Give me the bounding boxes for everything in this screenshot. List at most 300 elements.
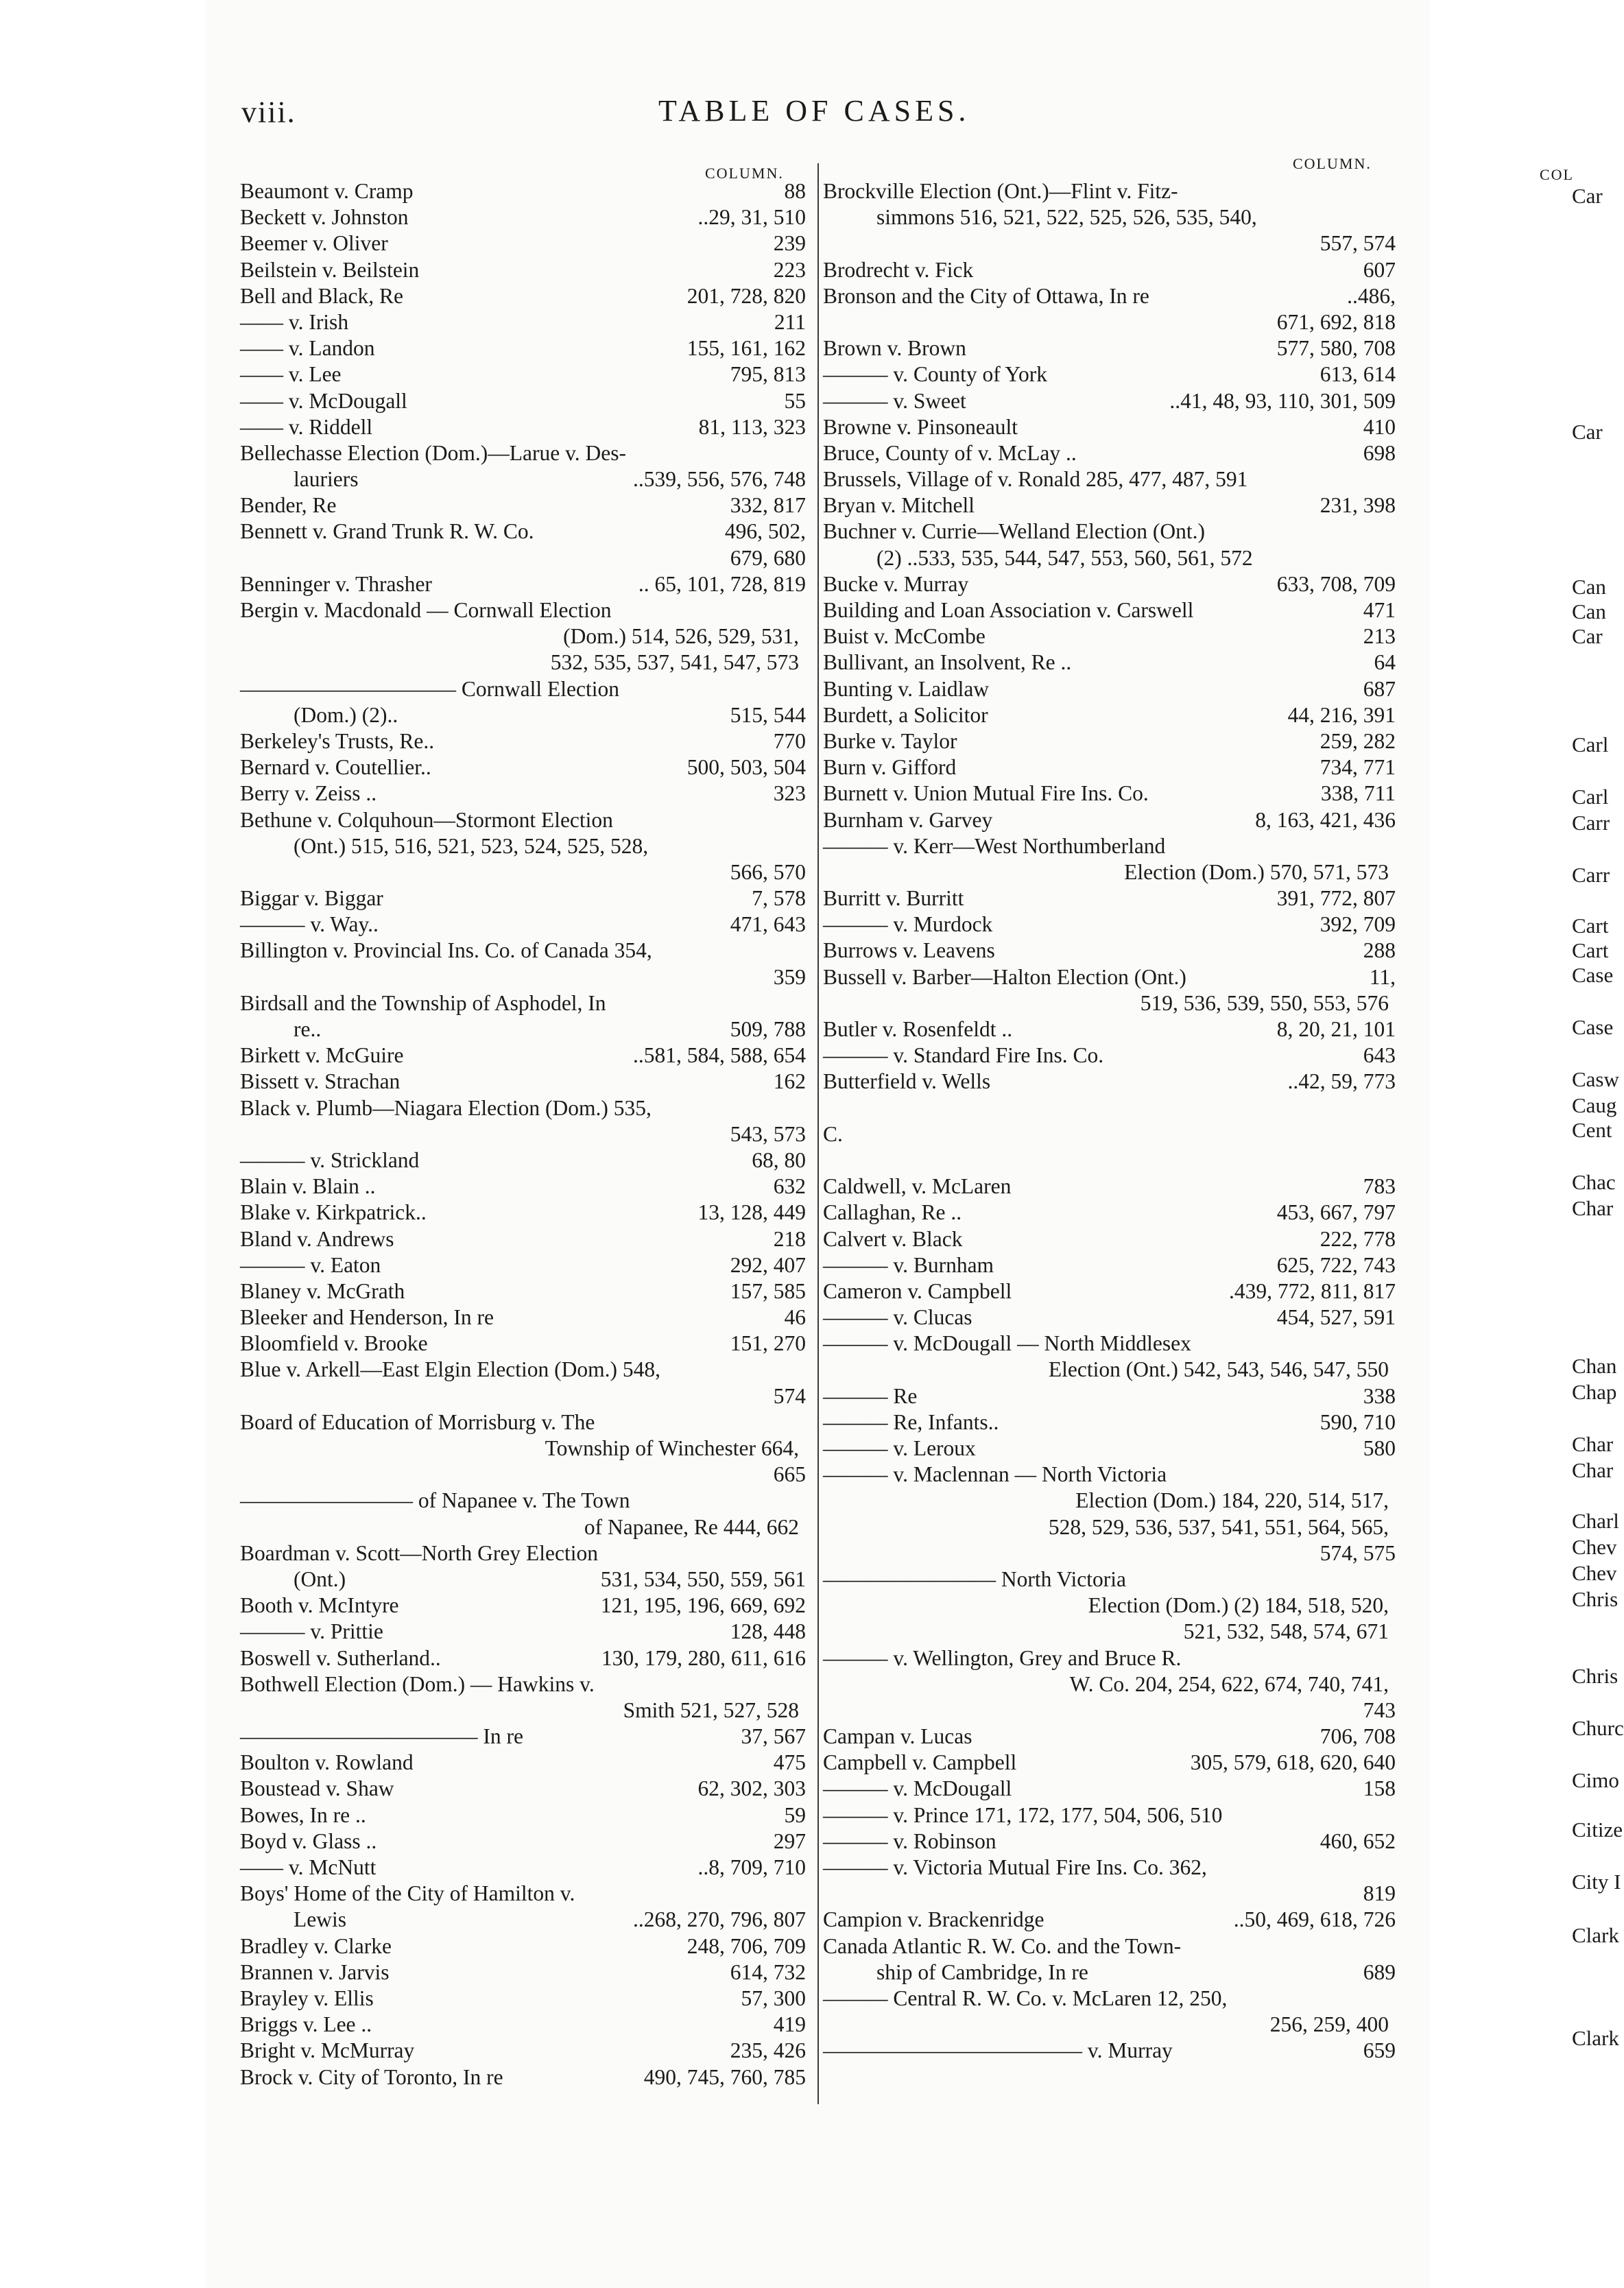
left-case-column [240,178,806,2090]
case-name: ——— Central R. W. Co. v. McLaren 12, 250, [823,1986,1228,2010]
column-references: 292, 407 [730,1252,806,1277]
column-references: 151, 270 [730,1331,806,1356]
case-entry [823,990,1396,1016]
case-name: Lewis [294,1907,346,1932]
case-name: Bullivant, an Insolvent, Re .. [823,650,1072,675]
case-name: Boardman v. Scott—North Grey Election [240,1540,598,1565]
column-references: 338 [1363,1383,1396,1408]
column-references: 590, 710 [1320,1409,1396,1434]
adjacent-page-fragment: Carl [1572,732,1609,756]
case-entry [823,597,1396,623]
case-name: —— v. Irish [240,309,349,334]
case-name: Biggar v. Biggar [240,886,383,911]
case-name: Bergin v. Macdonald — Cornwall Election [240,598,612,622]
adjacent-page-fragment: Carl [1572,785,1609,809]
case-name: Bright v. McMurray [240,2038,415,2063]
column-references: 11, [1369,964,1396,989]
column-references: 37, 567 [741,1724,806,1749]
column-references: 55 [784,388,806,413]
case-name: Brodrecht v. Fick [823,257,974,282]
case-entry [823,1200,1396,1226]
case-entry [240,1802,806,1828]
column-references: 13, 128, 449 [697,1200,806,1225]
column-references: ..539, 556, 576, 748 [633,467,806,492]
case-entry [240,1671,806,1697]
case-entry [823,414,1396,440]
case-entry [823,1697,1396,1724]
adjacent-page-fragment: City I [1572,1870,1621,1894]
adjacent-page-fragment: Chac [1572,1170,1616,1194]
case-entry [823,1750,1396,1776]
adjacent-page-fragment: Cart [1572,914,1609,938]
case-name: Election (Dom.) 570, 571, 573 [1124,859,1389,884]
column-references: 689 [1363,1959,1396,1984]
case-entry [240,492,806,519]
case-entry [240,623,806,650]
case-name: Boyd v. Glass .. [240,1828,377,1853]
adjacent-page-fragment: Churc [1572,1716,1624,1740]
case-entry [240,388,806,414]
column-references: 44, 216, 391 [1287,702,1396,727]
case-entry [823,1671,1396,1697]
case-entry [240,1855,806,1881]
case-entry [240,1959,806,1986]
case-entry [240,1881,806,1907]
column-references: 338, 711 [1320,781,1396,806]
case-name: Birdsall and the Township of Asphodel, In [240,990,606,1015]
column-references: 671, 692, 818 [1276,309,1396,334]
case-entry [240,309,806,335]
case-name: of Napanee, Re 444, 662 [584,1514,799,1539]
case-entry [240,1435,806,1462]
case-entry [823,702,1396,728]
case-name: 256, 259, 400 [1269,2012,1389,2037]
column-references: 543, 573 [730,1121,806,1146]
case-entry [240,885,806,911]
case-entry [240,754,806,780]
case-entry [823,911,1396,938]
case-entry [240,1986,806,2012]
case-name: Canada Atlantic R. W. Co. and the Town- [823,1933,1182,1958]
case-name: Burrows v. Leavens [823,938,995,963]
case-name: ———————— North Victoria [823,1566,1126,1591]
adjacent-page-fragment: Case [1572,1015,1614,1039]
case-entry [823,309,1396,335]
case-entry [240,283,806,309]
case-name: Buist v. McCombe [823,624,986,649]
page-number: viii. [241,95,296,129]
case-entry [240,807,806,833]
case-name: Brannen v. Jarvis [240,1959,390,1984]
case-entry [240,859,806,885]
case-name: —— v. Riddell [240,414,373,439]
column-references: 453, 667, 797 [1276,1200,1396,1225]
case-entry [823,1462,1396,1488]
adjacent-page-fragment: Carr [1572,863,1610,887]
case-entry [823,885,1396,911]
column-references: 795, 813 [730,362,806,387]
case-name: Bernard v. Coutellier.. [240,755,431,780]
case-entry [240,440,806,466]
column-references: 580 [1363,1436,1396,1460]
case-entry [823,1907,1396,1933]
column-references: 68, 80 [752,1147,806,1172]
case-name: (2) ..533, 535, 544, 547, 553, 560, 561, 572 [876,545,1253,570]
column-references: 158 [1363,1776,1396,1801]
column-references: 359 [773,964,806,989]
case-entry [240,1383,806,1409]
case-entry [240,1357,806,1383]
column-references: 88 [784,179,806,203]
case-name: Burnham v. Garvey [823,807,993,832]
column-references: 248, 706, 709 [686,1933,806,1958]
column-references: 625, 722, 743 [1276,1252,1396,1277]
case-name: Burritt v. Burritt [823,886,964,911]
case-entry [823,1357,1396,1383]
column-references: 419 [773,2012,806,2037]
adjacent-page-fragment: COL [1540,166,1574,183]
case-entry [823,676,1396,702]
case-name: Smith 521, 527, 528 [623,1697,799,1722]
column-references: 259, 282 [1320,728,1396,753]
case-entry [823,335,1396,361]
case-entry [240,1200,806,1226]
case-entry [823,230,1396,257]
case-name: lauriers [294,467,359,492]
column-references: 121, 195, 196, 669, 692 [600,1593,806,1618]
case-entry [240,1619,806,1645]
case-entry [823,257,1396,283]
case-name: Burn v. Gifford [823,755,957,780]
case-entry [823,2012,1396,2038]
case-entry [823,1828,1396,1855]
case-name: Blaney v. McGrath [240,1278,405,1303]
column-divider [817,163,819,2104]
case-entry [823,545,1396,571]
case-name: Brown v. Brown [823,336,966,361]
column-references: 490, 745, 760, 785 [643,2064,806,2089]
case-entry [823,780,1396,807]
case-entry [823,754,1396,780]
column-references: 128, 448 [730,1619,806,1644]
case-name: (Dom.) 514, 526, 529, 531, [563,624,799,649]
column-references: 659 [1363,2038,1396,2063]
case-name: Campion v. Brackenridge [823,1907,1044,1932]
case-entry [823,938,1396,964]
case-name: ——— v. Prince 171, 172, 177, 504, 506, 510 [823,1802,1223,1827]
case-entry [240,1409,806,1435]
case-entry [240,545,806,571]
case-entry [240,1173,806,1200]
case-entry [823,361,1396,388]
adjacent-page-fragment: Case [1572,963,1614,987]
column-references: 679, 680 [730,545,806,570]
adjacent-page-fragment: Cent [1572,1118,1612,1142]
case-name: Beaumont v. Cramp [240,179,414,203]
case-entry [823,1776,1396,1802]
case-name: Beemer v. Oliver [240,231,388,256]
case-entry [240,1462,806,1488]
column-references: 410 [1363,414,1396,439]
case-name: ——— v. McDougall [823,1776,1012,1801]
case-name: Browne v. Pinsoneault [823,414,1018,439]
case-entry [823,1881,1396,1907]
case-name: re.. [294,1017,322,1041]
spacer [823,1095,1396,1121]
column-references: 500, 503, 504 [686,755,806,780]
case-entry [823,1645,1396,1671]
case-name: Bunting v. Laidlaw [823,676,990,701]
column-references: 557, 574 [1320,231,1396,256]
column-references: 7, 578 [752,886,806,911]
case-name: Township of Winchester 664, [545,1436,799,1460]
adjacent-page-fragment: Charl [1572,1509,1619,1533]
case-name: Election (Dom.) 184, 220, 514, 517, [1075,1488,1389,1513]
column-references: 222, 778 [1320,1226,1396,1251]
case-name: ——— v. Standard Fire Ins. Co. [823,1043,1104,1068]
case-name: 528, 529, 536, 537, 541, 551, 564, 565, [1048,1514,1389,1539]
adjacent-page-fragment: Char [1572,1196,1614,1220]
case-entry [240,2012,806,2038]
column-references: 231, 398 [1320,493,1396,518]
column-references: 475 [773,1750,806,1775]
case-entry [240,1147,806,1173]
case-name: ——— v. Robinson [823,1828,996,1853]
case-name: Bryan v. Mitchell [823,493,975,518]
column-references: 288 [1363,938,1396,963]
case-entry [240,1042,806,1069]
adjacent-page-fragment: Car [1572,184,1603,208]
column-references: 687 [1363,676,1396,701]
column-references: 201, 728, 820 [686,283,806,308]
adjacent-page-fragment: Clark [1572,1923,1619,1947]
page-title: TABLE OF CASES. [658,94,970,128]
case-name: Billington v. Provincial Ins. Co. of Canada 354, [240,938,652,963]
case-name: ———————————— v. Murray [823,2038,1173,2063]
case-entry [240,361,806,388]
column-references: .. 65, 101, 728, 819 [638,571,806,596]
column-label-right: COLUMN. [1293,155,1372,172]
column-references: 81, 113, 323 [698,414,806,439]
case-name: ——— v. McDougall — North Middlesex [823,1331,1191,1356]
column-references: 614, 732 [730,1959,806,1984]
case-entry [240,1828,806,1855]
column-references: 46 [784,1305,806,1330]
case-name: Caldwell, v. McLaren [823,1174,1012,1199]
case-entry [240,1488,806,1514]
case-entry [823,1016,1396,1042]
column-references: 297 [773,1828,806,1853]
case-name: Bowes, In re .. [240,1802,366,1827]
case-entry [240,1776,806,1802]
case-entry [823,833,1396,859]
case-entry [823,1278,1396,1304]
column-references: 574, 575 [1320,1540,1396,1565]
case-entry [823,859,1396,885]
case-name: Burnett v. Union Mutual Fire Ins. Co. [823,781,1149,806]
adjacent-page-fragment: Clark [1572,2026,1619,2050]
column-references: 213 [1363,624,1396,649]
case-name: 532, 535, 537, 541, 547, 573 [550,650,799,675]
column-references: 706, 708 [1320,1724,1396,1749]
case-entry [823,492,1396,519]
case-name: simmons 516, 521, 522, 525, 526, 535, 540, [876,205,1257,230]
case-name: Bothwell Election (Dom.) — Hawkins v. [240,1671,595,1696]
case-entry [823,1566,1396,1593]
case-name: (Ont.) 515, 516, 521, 523, 524, 525, 528, [294,833,649,858]
case-entry [823,466,1396,492]
case-entry [240,257,806,283]
adjacent-page-fragment: Char [1572,1458,1614,1482]
case-name: Beckett v. Johnston [240,205,409,230]
adjacent-page-fragment: Cart [1572,938,1609,962]
case-name: Benninger v. Thrasher [240,571,432,596]
case-entry [240,1566,806,1593]
case-entry [823,1986,1396,2012]
adjacent-page-fragment: Caug [1572,1093,1617,1117]
case-name: W. Co. 204, 254, 622, 674, 740, 741, [1069,1671,1389,1696]
case-name: Bennett v. Grand Trunk R. W. Co. [240,519,534,544]
case-entry [240,1907,806,1933]
case-name: ——— v. Sweet [823,388,966,413]
case-name: Bronson and the City of Ottawa, In re [823,283,1149,308]
case-entry [240,178,806,204]
column-references: 698 [1363,440,1396,465]
case-name: Bussell v. Barber—Halton Election (Ont.) [823,964,1186,989]
case-entry [240,1750,806,1776]
case-name: Blake v. Kirkpatrick.. [240,1200,427,1225]
case-entry [823,1855,1396,1881]
case-entry [240,230,806,257]
column-references: ..42, 59, 773 [1287,1069,1396,1094]
case-name: ——— v. Eaton [240,1252,381,1277]
case-name: Bland v. Andrews [240,1226,394,1251]
case-entry [240,414,806,440]
column-references: ..486, [1347,283,1396,308]
adjacent-page-fragment: Carr [1572,811,1610,835]
column-references: 460, 652 [1320,1828,1396,1853]
case-entry [240,1121,806,1147]
column-references: 332, 817 [730,493,806,518]
case-name: Burdett, a Solicitor [823,702,988,727]
case-entry [240,1304,806,1331]
case-name: Briggs v. Lee .. [240,2012,372,2037]
column-references: 633, 708, 709 [1276,571,1396,596]
column-references: 157, 585 [730,1278,806,1303]
column-references: 323 [773,781,806,806]
case-name: Bethune v. Colquhoun—Stormont Election [240,807,613,832]
case-name: Brockville Election (Ont.)—Flint v. Fitz- [823,179,1178,203]
column-references: 130, 179, 280, 611, 616 [601,1645,806,1670]
case-entry [823,440,1396,466]
adjacent-page-fragment: Casw [1572,1067,1619,1091]
case-entry [823,178,1396,204]
column-references: 607 [1363,257,1396,282]
case-name: ——— v. Burnham [823,1252,994,1277]
column-references: 819 [1363,1881,1396,1906]
case-name: —— v. Landon [240,336,375,361]
column-references: 239 [773,231,806,256]
case-entry [823,1435,1396,1462]
case-entry [240,650,806,676]
case-name: Birkett v. McGuire [240,1043,404,1068]
case-name: ——— v. Prittie [240,1619,383,1644]
case-name: ——— v. Wellington, Grey and Bruce R. [823,1645,1182,1670]
case-name: ship of Cambridge, In re [876,1959,1088,1984]
column-label-left: COLUMN. [705,165,784,182]
case-entry [240,938,806,964]
case-entry [823,623,1396,650]
case-entry [240,1252,806,1278]
column-references: ..581, 584, 588, 654 [633,1043,806,1068]
case-entry [240,1593,806,1619]
case-entry [240,1226,806,1252]
case-entry [823,807,1396,833]
case-name: ——— v. Maclennan — North Victoria [823,1462,1167,1487]
case-name: Boulton v. Rowland [240,1750,414,1775]
case-name: Bissett v. Strachan [240,1069,401,1094]
column-references: ..8, 709, 710 [697,1855,806,1879]
case-entry [823,1042,1396,1069]
case-name: —— v. McDougall [240,388,407,413]
column-references: ..268, 270, 796, 807 [633,1907,806,1932]
case-entry [823,1069,1396,1095]
case-entry [823,1514,1396,1540]
case-name: Butler v. Rosenfeldt .. [823,1017,1013,1041]
adjacent-page-fragment: Chris [1572,1587,1619,1611]
case-entry [823,1540,1396,1566]
column-references: 515, 544 [730,702,806,727]
case-entry [240,519,806,545]
case-entry [823,1619,1396,1645]
case-name: 519, 536, 539, 550, 553, 576 [1140,990,1389,1015]
column-references: 162 [773,1069,806,1094]
column-references: .439, 772, 811, 817 [1229,1278,1396,1303]
case-entry [240,466,806,492]
case-name: Brussels, Village of v. Ronald 285, 477, 487, 591 [823,467,1248,492]
case-name: ——— Re [823,1383,918,1408]
column-references: 743 [1363,1697,1396,1722]
column-references: 471 [1363,598,1396,622]
column-references: 577, 580, 708 [1276,336,1396,361]
column-references: 218 [773,1226,806,1251]
case-entry [823,204,1396,230]
case-entry [823,1383,1396,1409]
column-references: 783 [1363,1174,1396,1199]
adjacent-page-fragment: Car [1572,624,1603,648]
case-entry [823,388,1396,414]
case-entry [240,728,806,754]
case-name: Boswell v. Sutherland.. [240,1645,441,1670]
column-references: 223 [773,257,806,282]
column-references: ..29, 31, 510 [697,205,806,230]
case-entry [823,1724,1396,1750]
adjacent-page-fragment: Can [1572,575,1606,599]
case-entry [823,1173,1396,1200]
case-entry [823,1226,1396,1252]
case-entry [240,335,806,361]
case-name: Blue v. Arkell—East Elgin Election (Dom.) 548, [240,1357,660,1382]
case-name: Callaghan, Re .. [823,1200,962,1225]
case-name: Bruce, County of v. McLay .. [823,440,1077,465]
case-name: Burke v. Taylor [823,728,957,753]
adjacent-page-fragment: Citize [1572,1818,1623,1842]
case-name: Bellechasse Election (Dom.)—Larue v. Des- [240,440,627,465]
case-entry [823,2038,1396,2064]
column-references: 643 [1363,1043,1396,1068]
column-references: 211 [774,309,806,334]
case-name: Campbell v. Campbell [823,1750,1017,1775]
